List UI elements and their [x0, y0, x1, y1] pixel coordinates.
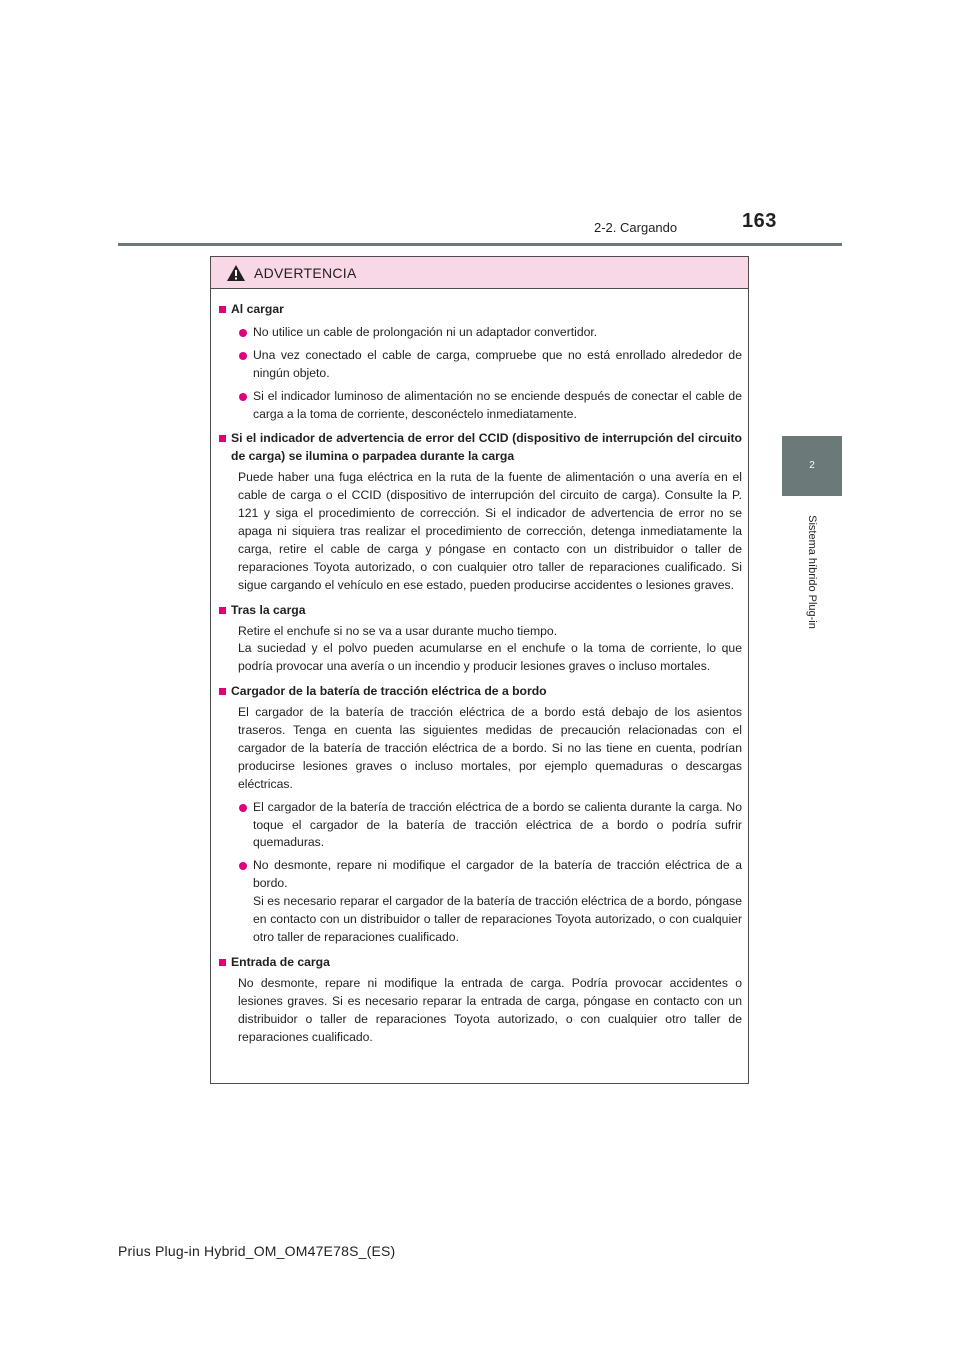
list-item: Una vez conectado el cable de carga, compruebe que no está enrollado alrededor de ningún objeto. [219, 347, 742, 383]
section-tras-la-carga [219, 602, 742, 677]
section-title-ccid: Si el indicador de advertencia de error del CCID (dispositivo de interrupción del circuito de carga) se ilumina o parpadea durante la carga [219, 430, 742, 466]
warning-title: ADVERTENCIA [254, 264, 357, 281]
square-bullet-icon [219, 688, 226, 695]
paragraph: No desmonte, repare ni modifique la entrada de carga. Podría provocar accidentes o lesiones graves. Si es necesario reparar la entrada de carga, póngase en contacto con un distribuidor o taller de reparaciones Toyota autorizado, o con cualquier otro taller de reparaciones cualificado. [238, 975, 742, 1044]
bullet-text-continuation: Si es necesario reparar el cargador de la batería de tracción eléctrica de a bordo, póngase en contacto con un distribuidor o taller de reparaciones Toyota autorizado, o con cualquier otro taller de reparaciones cualificado. [253, 894, 742, 944]
warning-body [211, 289, 748, 1046]
square-bullet-icon [219, 959, 226, 966]
paragraph: El cargador de la batería de tracción eléctrica de a bordo está debajo de los asientos traseros. Tenga en cuenta las siguientes medidas de precaución relacionadas con el cargador de la batería de tracción eléctrica de a bordo. Si no las tiene en cuenta, podrían producirse lesiones graves o incluso mortales, por ejemplo quemaduras o descargas eléctricas. [238, 705, 742, 791]
paragraph: Retire el enchufe si no se va a usar durante mucho tiempo. [238, 623, 558, 638]
circle-bullet-icon [239, 804, 247, 812]
warning-triangle-icon [226, 264, 246, 282]
list-item: El cargador de la batería de tracción eléctrica de a bordo se calienta durante la carga. No toque el cargador de la batería de tracción eléctrica de a bordo o podría sufrir quemaduras. [219, 799, 742, 853]
paragraph: La suciedad y el polvo pueden acumularse en el enchufe o la toma de corriente, lo que podría provocar una avería o un incendio y producir lesiones graves o incluso mortales. [238, 641, 742, 674]
chapter-title: Sistema híbrido Plug-in [806, 515, 818, 629]
section-title-entrada: Entrada de carga [219, 954, 742, 972]
list-item: Si el indicador luminoso de alimentación no se enciende después de conectar el cable de carga a la toma de corriente, desconéctelo inmediatamente. [219, 388, 742, 424]
section-ccid [219, 430, 742, 594]
section-title: 2-2. Cargando [594, 220, 678, 235]
circle-bullet-icon [239, 329, 247, 337]
page-number: 163 [742, 210, 777, 232]
section-title-al-cargar: Al cargar [219, 301, 742, 319]
square-bullet-icon [219, 306, 226, 313]
chapter-tab: 2 [782, 436, 842, 496]
square-bullet-icon [219, 435, 226, 442]
section-entrada-de-carga [219, 954, 742, 1047]
bullet-text-line: No desmonte, repare ni modifique el cargador de la batería de tracción eléctrica de a bordo. [253, 858, 742, 891]
circle-bullet-icon [239, 352, 247, 360]
circle-bullet-icon [239, 393, 247, 401]
section-title-tras-la-carga: Tras la carga [219, 602, 742, 620]
header-rule [118, 243, 842, 246]
square-bullet-icon [219, 607, 226, 614]
footer-document-id: Prius Plug-in Hybrid_OM_OM47E78S_(ES) [118, 1243, 396, 1259]
list-item: No utilice un cable de prolongación ni un adaptador convertidor. [219, 324, 742, 342]
warning-header [211, 257, 748, 289]
circle-bullet-icon [239, 862, 247, 870]
warning-box [210, 256, 749, 1084]
section-title-cargador: Cargador de la batería de tracción eléctrica de a bordo [219, 683, 742, 701]
list-item [219, 857, 742, 947]
section-al-cargar [219, 301, 742, 423]
section-cargador [219, 683, 742, 947]
paragraph: Puede haber una fuga eléctrica en la ruta de la fuente de alimentación o una avería en el cable de carga o el CCID (dispositivo de interrupción del circuito de carga). Consulte la P. 121 y siga el procedimiento de corrección. Si el indicador de advertencia de error no se apaga ni siquiera tras realizar el procedimiento de corrección, detenga inmediatamente la carga, retire el cable de carga y póngase en contacto con un distribuidor o taller de reparaciones Toyota autorizado, o con cualquier otro taller de reparaciones cualificado. Si sigue cargando el vehículo en ese estado, pueden producirse accidentes o lesiones graves. [238, 470, 742, 592]
